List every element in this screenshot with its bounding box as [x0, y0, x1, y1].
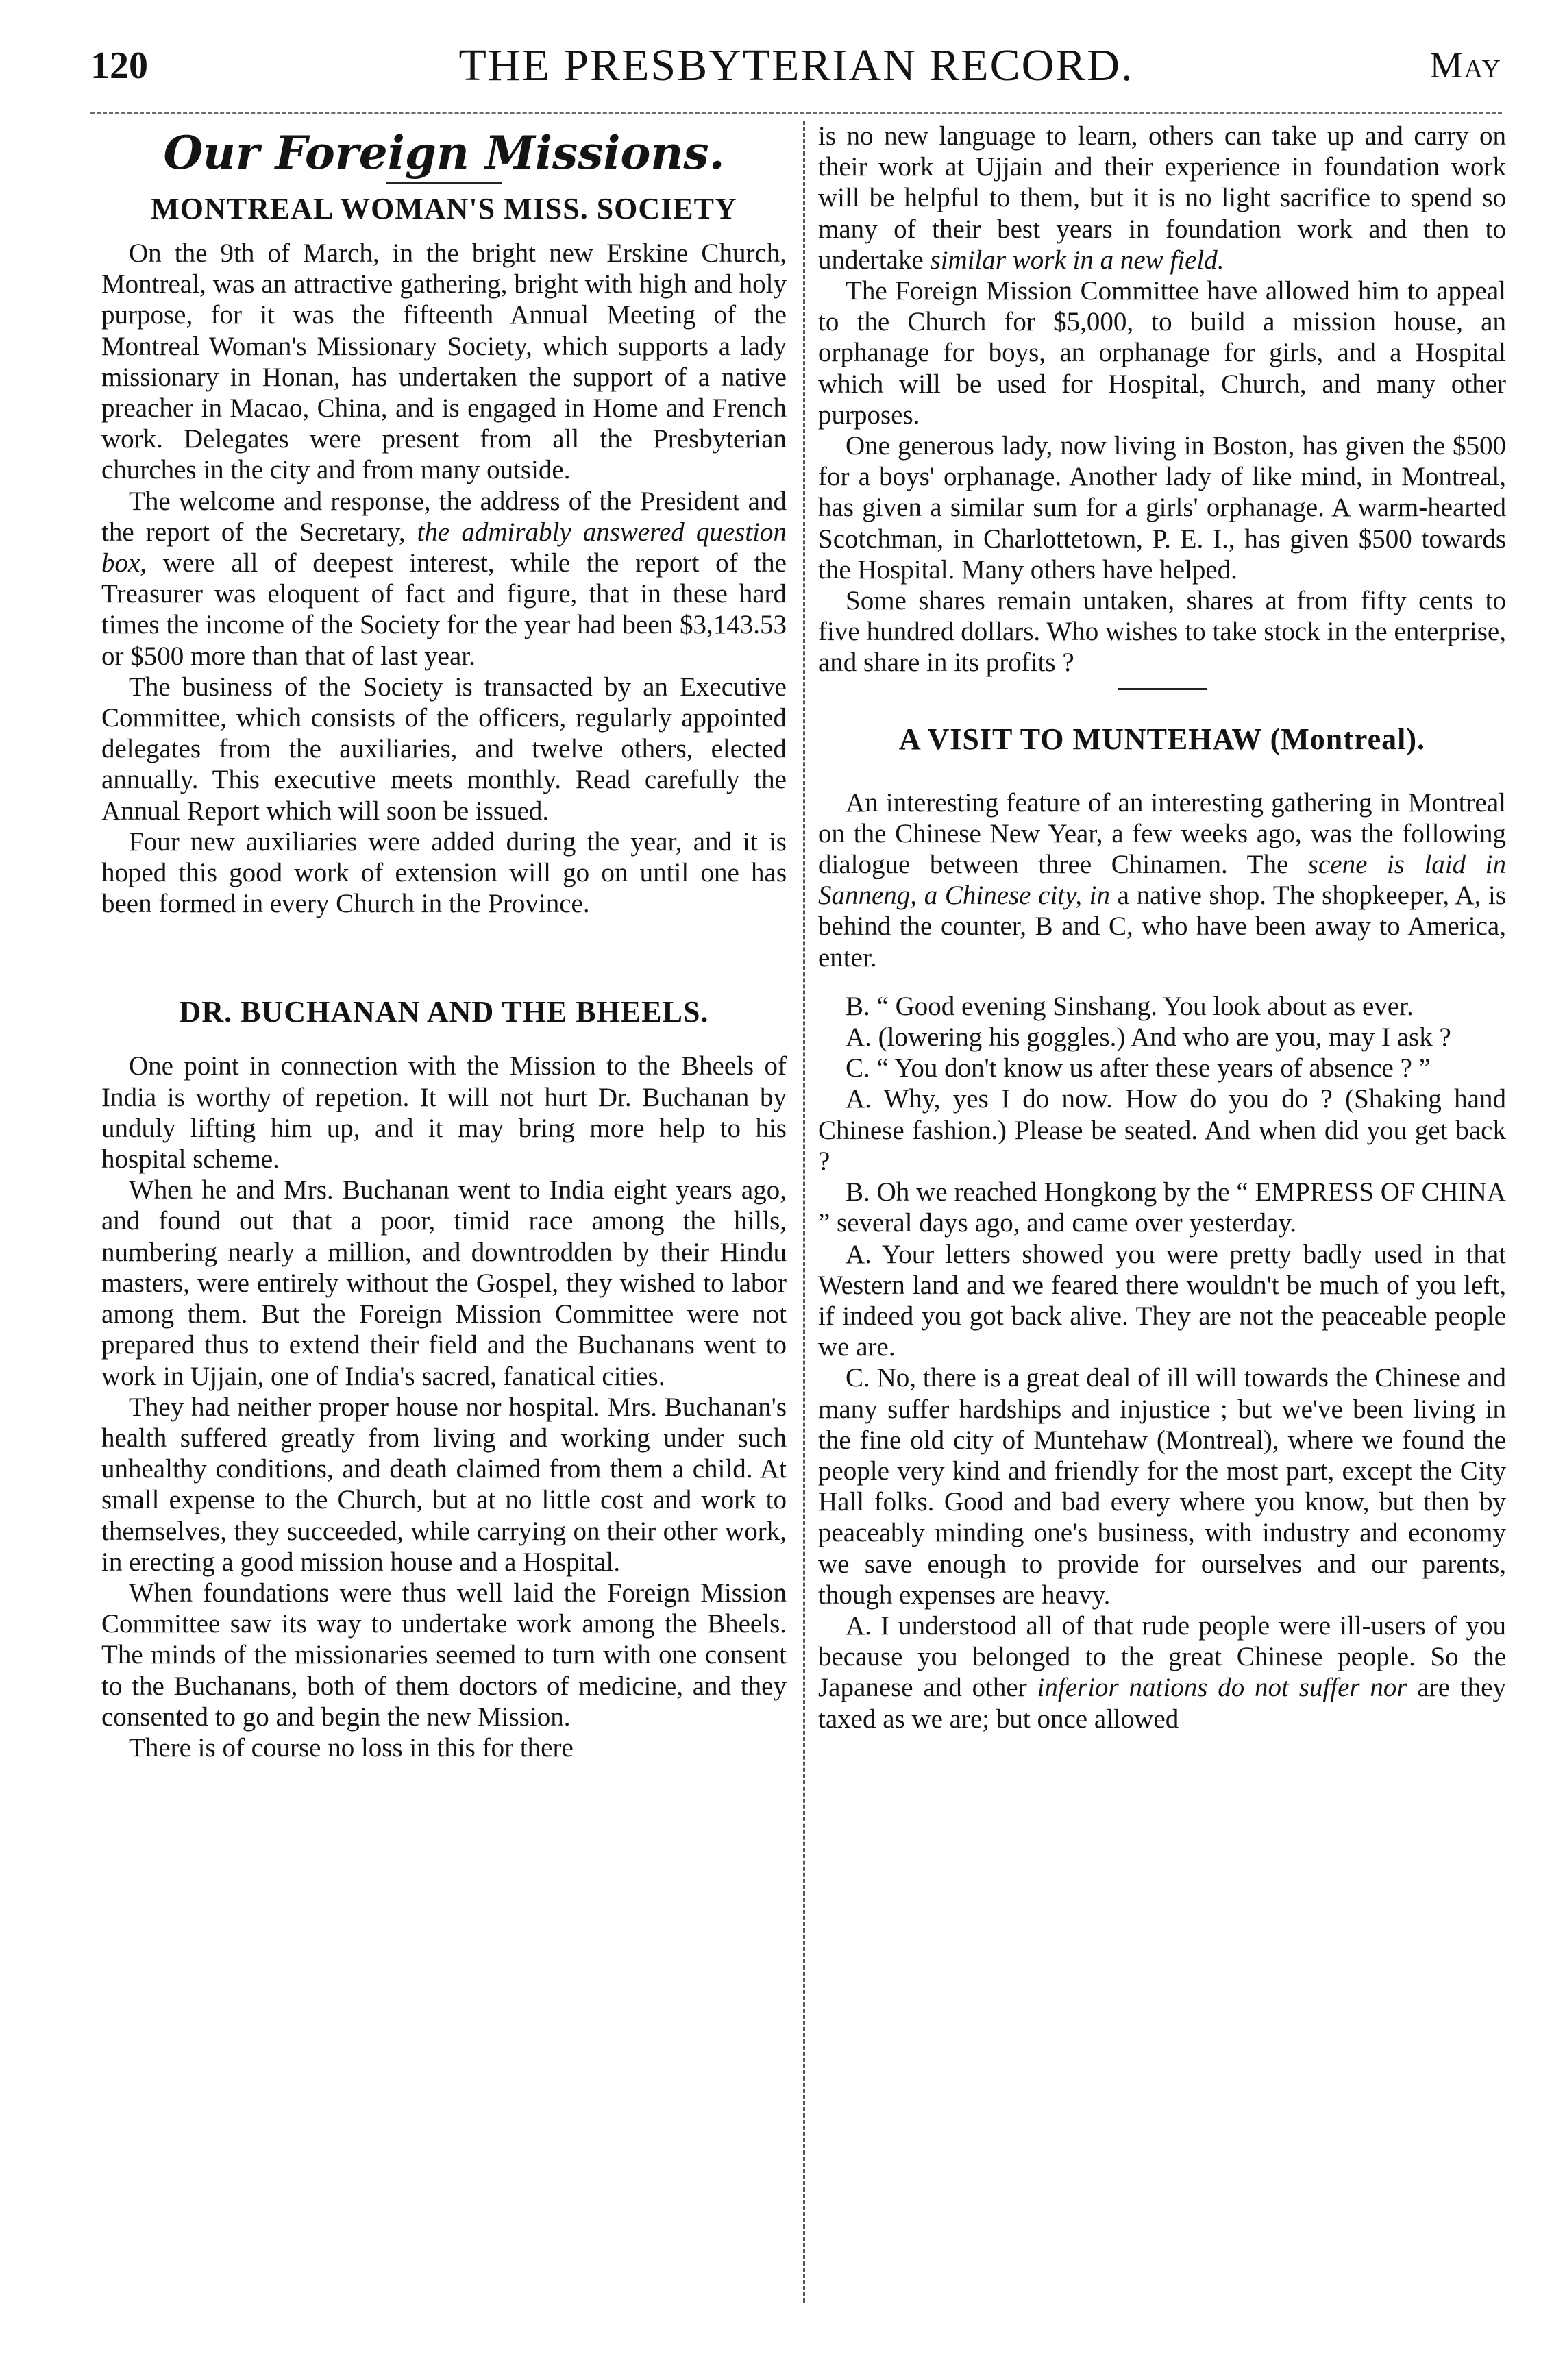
dialogue-line: B. Oh we reached Hongkong by the “ EMPRESS OF CHINA ” several days ago, and came over yesterday. [818, 1177, 1506, 1238]
dialogue-line: C. “ You don't know us after these years of absence ? ” [846, 1053, 1431, 1083]
italic-run: scene is laid in Sanneng, a Chinese city, in [818, 850, 1506, 911]
dialogue-line: C. No, there is a great deal of ill will towards the Chinese and many suffer hardships and injustice ; but we've been living in the fine old city of Muntehaw (Montreal), where we found the people very kind and friendly for the most part, except the City Hall folks. Good and bad every where you know, but then by peaceably minding one's business, with industry and economy we save enough to provide for ourselves and our parents, though expenses are heavy. [818, 1363, 1506, 1610]
dialogue-line: A. (lowering his goggles.) And who are you, may I ask ? [846, 1022, 1451, 1053]
header-rule [90, 112, 1502, 114]
dialogue-line [818, 1610, 1506, 1734]
paragraph: Four new auxiliaries were added during the year, and it is hoped this good work of extension will go on until one has been formed in every Church in the Province. [101, 826, 787, 919]
paragraph: They had neither proper house nor hospital. Mrs. Buchanan's health suffered greatly from living and working under such unhealthy conditions, and death claimed from them a child. At small expense to the Church, but at no little cost and work to themselves, they succeeded, while carrying on their other work, in erecting a good mission house and a Hospital. [101, 1392, 787, 1577]
paragraph: One generous lady, now living in Boston, has given the $500 for a boys' orphanage. Another lady of like mind, in Montreal, has given a similar sum for a girls' orphanage. A warm-hearted Scotchman, in Charlottetown, P. E. I., has given $500 towards the Hospital. Many others have helped. [818, 431, 1506, 585]
text-run: were all of deepest interest, while the report of the Treasurer was eloquent of fact and figure, that in these hard times the income of the Society for the year had been $3,143.53 or $500 more than that of last year. [101, 548, 787, 671]
section-rule [1118, 688, 1207, 690]
department-title: Our Foreign Missions. [163, 126, 725, 180]
column-divider [803, 121, 805, 2303]
text-run: An interesting feature of an interesting gathering in Montreal on the Chinese New Year, a few weeks ago, was the following dialogue between three Chinamen. The [818, 787, 1506, 880]
paragraph [818, 121, 1506, 275]
page-number: 120 [90, 45, 148, 87]
paragraph: There is of course no loss in this for there [129, 1732, 574, 1763]
paragraph: The Foreign Mission Committee have allowed him to appeal to the Church for $5,000, to build a mission house, an orphanage for boys, an orphanage for girls, and a Hospital which will be used for Hospital, Church, and many other purposes. [818, 276, 1506, 430]
text-run: The welcome and response, the address of the President and the report of the Secretary, [101, 486, 787, 547]
article-title-buchanan: DR. BUCHANAN AND THE BHEELS. [179, 995, 709, 1029]
italic-run: inferior nations do not suffer nor [1037, 1673, 1407, 1703]
article-title-montreal: MONTREAL WOMAN'S MISS. SOCIETY [151, 192, 737, 225]
text-run: A. I understood all of that rude people were ill-users of you because you belonged to the great Chinese people. So the Japanese and other [818, 1610, 1506, 1703]
dialogue-line: B. “ Good evening Sinshang. You look about as ever. [846, 991, 1414, 1021]
paragraph [101, 486, 787, 672]
issue-month: May [1429, 45, 1502, 86]
italic-run: similar work in a new field. [930, 245, 1224, 275]
paragraph [818, 787, 1506, 973]
article-title-visit: A VISIT TO MUNTEHAW (Montreal). [898, 722, 1426, 756]
dialogue-line: A. Your letters showed you were pretty badly used in that Western land and we feared there wouldn't be much of you left, if indeed you got back alive. They are not the peaceable people we are. [818, 1239, 1506, 1362]
paragraph: When foundations were thus well laid the Foreign Mission Committee saw its way to undertake work among the Bheels. The minds of the missionaries seemed to turn with one consent to the Buchanans, both of them doctors of medicine, and they consented to go and begin the new Mission. [101, 1578, 787, 1732]
text-run: is no new language to learn, others can take up and carry on their work at Ujjain and their experience in foundation work will be helpful to them, but it is no light sacrifice to spend so many of their best years in foundation work and then to undertake [818, 121, 1506, 275]
running-head [90, 32, 1502, 93]
paragraph: When he and Mrs. Buchanan went to India eight years ago, and found out that a poor, timid race among the hills, numbering nearly a million, and downtrodden by their Hindu masters, were entirely without the Gospel, they wished to labor among them. But the Foreign Mission Committee were not prepared thus to extend their field and the Buchanans went to work in Ujjain, one of India's sacred, fanatical cities. [101, 1175, 787, 1391]
text-run: are they taxed as we are; but once allowed [818, 1673, 1506, 1734]
right-column [818, 121, 1506, 1734]
publication-title: THE PRESBYTERIAN RECORD. [458, 40, 1134, 90]
title-rule [386, 182, 502, 184]
left-column [101, 121, 787, 1763]
dialogue-line: A. Why, yes I do now. How do you do ? (Shaking hand Chinese fashion.) Please be seated. And when did you get back ? [818, 1084, 1506, 1176]
paragraph: Some shares remain untaken, shares at from fifty cents to five hundred dollars. Who wishes to take stock in the enterprise, and share in its profits ? [818, 586, 1506, 678]
italic-run: the admirably answered question box, [101, 517, 787, 578]
text-run: a native shop. The shopkeeper, A, is behind the counter, B and C, who have been away to America, enter. [818, 881, 1506, 972]
paragraph: On the 9th of March, in the bright new Erskine Church, Montreal, was an attractive gathering, bright with high and holy purpose, for it was the fifteenth Annual Meeting of the Montreal Woman's Missionary Society, which supports a lady missionary in Honan, has undertaken the support of a native preacher in Macao, China, and is engaged in Home and French work. Delegates were present from all the Presbyterian churches in the city and from many outside. [101, 238, 787, 485]
paragraph: The business of the Society is transacted by an Executive Committee, which consists of the officers, regularly appointed delegates from the auxiliaries, and twelve others, elected annually. This executive meets monthly. Read carefully the Annual Report which will soon be issued. [101, 672, 787, 826]
paragraph: One point in connection with the Mission to the Bheels of India is worthy of repetion. It will not hurt Dr. Buchanan by unduly lifting him up, and it may bring more help to his hospital scheme. [101, 1051, 787, 1175]
